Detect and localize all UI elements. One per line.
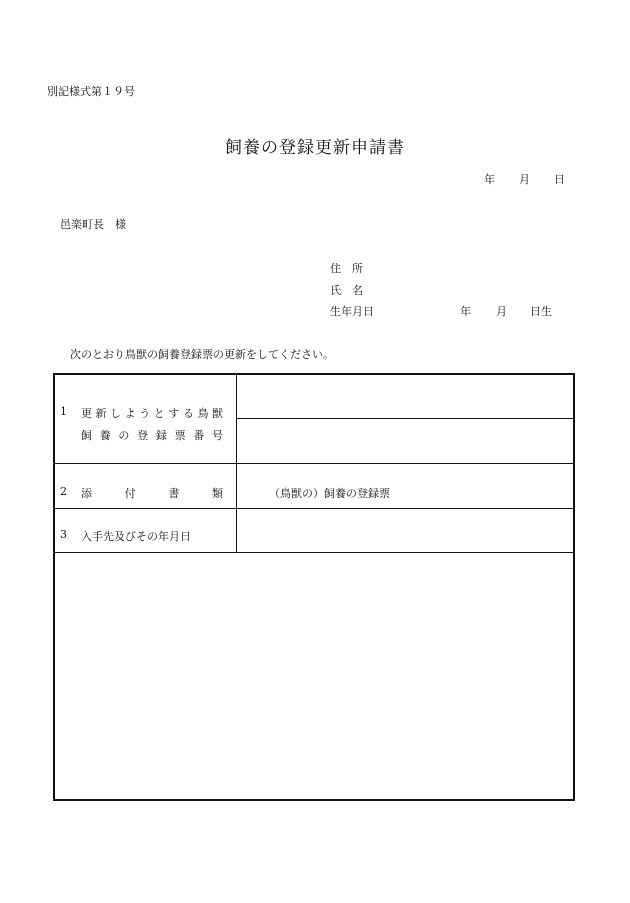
- form-number: 別記様式第１９号: [47, 85, 135, 98]
- applicant-birthdate-row: [330, 303, 552, 319]
- date-month-label: 月: [519, 173, 530, 186]
- row1-inner-divider: [236, 418, 575, 419]
- column-divider: [236, 375, 237, 552]
- free-space-area[interactable]: [57, 555, 573, 797]
- addressee: 邑楽町長 様: [60, 218, 126, 231]
- row2-bottom-border: [55, 508, 575, 509]
- date-year-label: 年: [484, 173, 495, 186]
- date-line: [484, 171, 565, 187]
- row3-label: 入手先及びその年月日: [81, 530, 191, 543]
- birth-year-label: 年: [460, 305, 471, 318]
- row3-bottom-border: [55, 552, 575, 553]
- row3-number: 3: [60, 528, 67, 541]
- row1-value-cell-b[interactable]: [239, 421, 573, 461]
- row2-number: 2: [60, 485, 67, 498]
- row2-label: 添付書類: [81, 487, 223, 500]
- row2-value: （鳥獣の）飼養の登録票: [269, 487, 390, 500]
- row1-value-cell-a[interactable]: [239, 377, 573, 417]
- application-form-table: [53, 373, 575, 801]
- row1-bottom-border: [55, 463, 575, 464]
- document-title: 飼養の登録更新申請書: [225, 138, 405, 158]
- birth-day-label: 日生: [530, 305, 552, 318]
- row3-value-cell[interactable]: [239, 511, 573, 551]
- row1-number: 1: [60, 405, 67, 418]
- date-day-label: 日: [554, 173, 565, 186]
- birth-month-label: 月: [496, 305, 507, 318]
- applicant-name-label: 氏 名: [330, 284, 363, 297]
- row1-label-line2: 飼養の登録票番号: [81, 429, 223, 442]
- row1-label-line1: 更新しようとする鳥獣: [81, 407, 223, 420]
- birthdate-label: 生年月日: [330, 305, 374, 318]
- intro-text: 次のとおり鳥獣の飼養登録票の更新をしてください。: [70, 348, 334, 361]
- applicant-address-label: 住 所: [330, 262, 363, 275]
